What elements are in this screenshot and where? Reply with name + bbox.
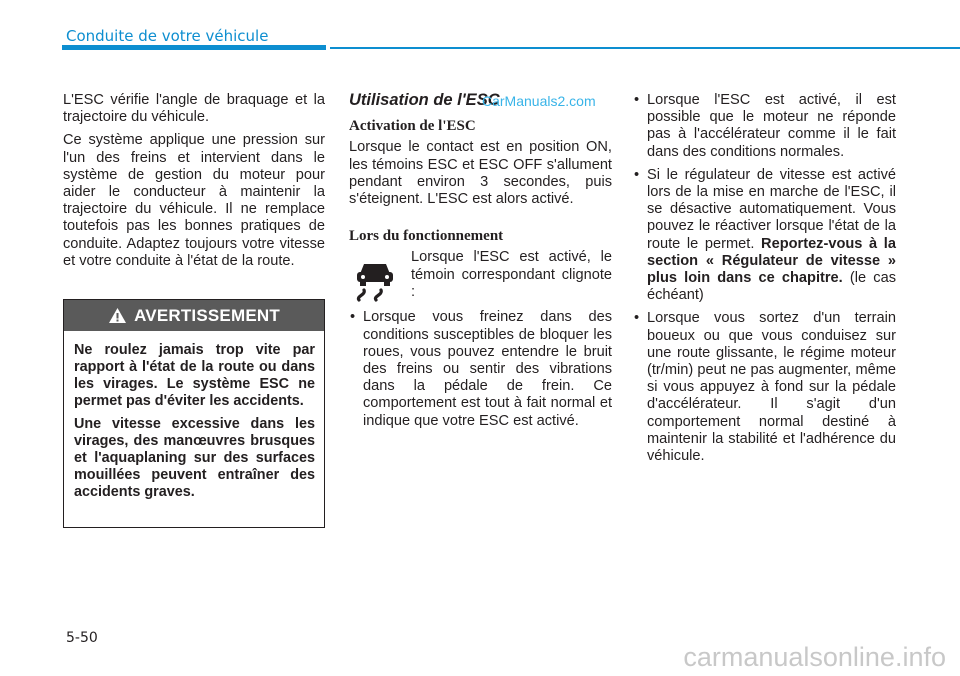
indicator-text: Lorsque l'ESC est activé, le témoin correspondant clignote : [411,249,612,300]
warning-title: AVERTISSEMENT [134,305,280,325]
column-right [633,92,896,471]
bullet-list [349,309,612,429]
section-title: Conduite de votre véhicule [66,27,269,45]
warning-paragraph: Ne roulez jamais trop vite par rapport à l'état de la route ou dans les virages. Le système ESC ne permet pas d'éviter les accidents. [74,342,315,409]
subheading-operation: Lors du fonctionnement [349,228,504,245]
header-rule-thin [330,47,960,49]
paragraph: Lorsque le contact est en position ON, les témoins ESC et ESC OFF s'allument pendant environ 3 secondes, puis s'éteignent. L'ESC est alors activé. [349,139,612,208]
bullet-list [633,92,896,465]
list-item-note: (le cas échéant) [647,270,897,304]
list-item: • Lorsque l'ESC est activé, il est possible que le moteur ne réponde pas à l'accélérateur comme il le fait dans des conditions normales. [633,92,896,161]
list-item [633,167,896,305]
header-rule-thick [62,45,326,50]
footer-watermark: carmanualsonline.info [683,642,946,672]
subheading-activation: Activation de l'ESC [349,118,476,135]
watermark: CarManuals2.com [482,93,596,109]
column-middle [349,92,612,436]
indicator-row [349,249,612,303]
list-item-reference: Reportez-vous à la section « Régulateur de vitesse » plus loin dans ce chapitre. [647,235,896,287]
list-item-text: Si le régulateur de vitesse est activé lors de la mise en marche de l'ESC, il se désactive automatiquement. Vous pouvez le réactiver lorsque l'état de la route le permet. [647,166,896,252]
paragraph: Ce système applique une pression sur l'un des freins et intervient dans le système de gestion du moteur pour aider le conducteur à maintenir la trajectoire du véhicule. Il ne remplace toutefois pas les bonnes pratiques de conduite. Adaptez toujours votre vitesse et votre conduite à l'état de la route. [63,132,325,269]
warning-header [64,300,324,331]
warning-paragraph: Une vitesse excessive dans les virages, des manœuvres brusques et l'aquaplaning sur des surfaces mouillées peuvent entraîner des accidents graves. [74,416,315,500]
section-heading: Utilisation de l'ESC [349,91,500,109]
list-item: • Lorsque vous sortez d'un terrain boueux ou que vous conduisez sur une route glissante, le régime moteur (tr/min) peut ne pas augmenter, même si vous appuyez à fond sur la pédale d'accélérateur. Il s'agit d'un comportement normal destiné à maintenir la stabilité et l'adhérence du véhicule. [633,310,896,465]
page-number: 5-50 [66,630,98,646]
esc-indicator-icon [349,257,401,303]
paragraph: L'ESC vérifie l'angle de braquage et la trajectoire du véhicule. [63,92,325,126]
warning-box [63,299,325,528]
warning-triangle-icon [108,307,127,324]
column-left [63,92,325,276]
list-item: • Lorsque vous freinez dans des conditions susceptibles de bloquer les roues, vous pouvez entendre le bruit des freins ou sentir des vibrations dans la pédale de frein. Ce comportement est tout à fait normal et indique que votre ESC est activé. [349,309,612,429]
warning-body [64,331,324,501]
